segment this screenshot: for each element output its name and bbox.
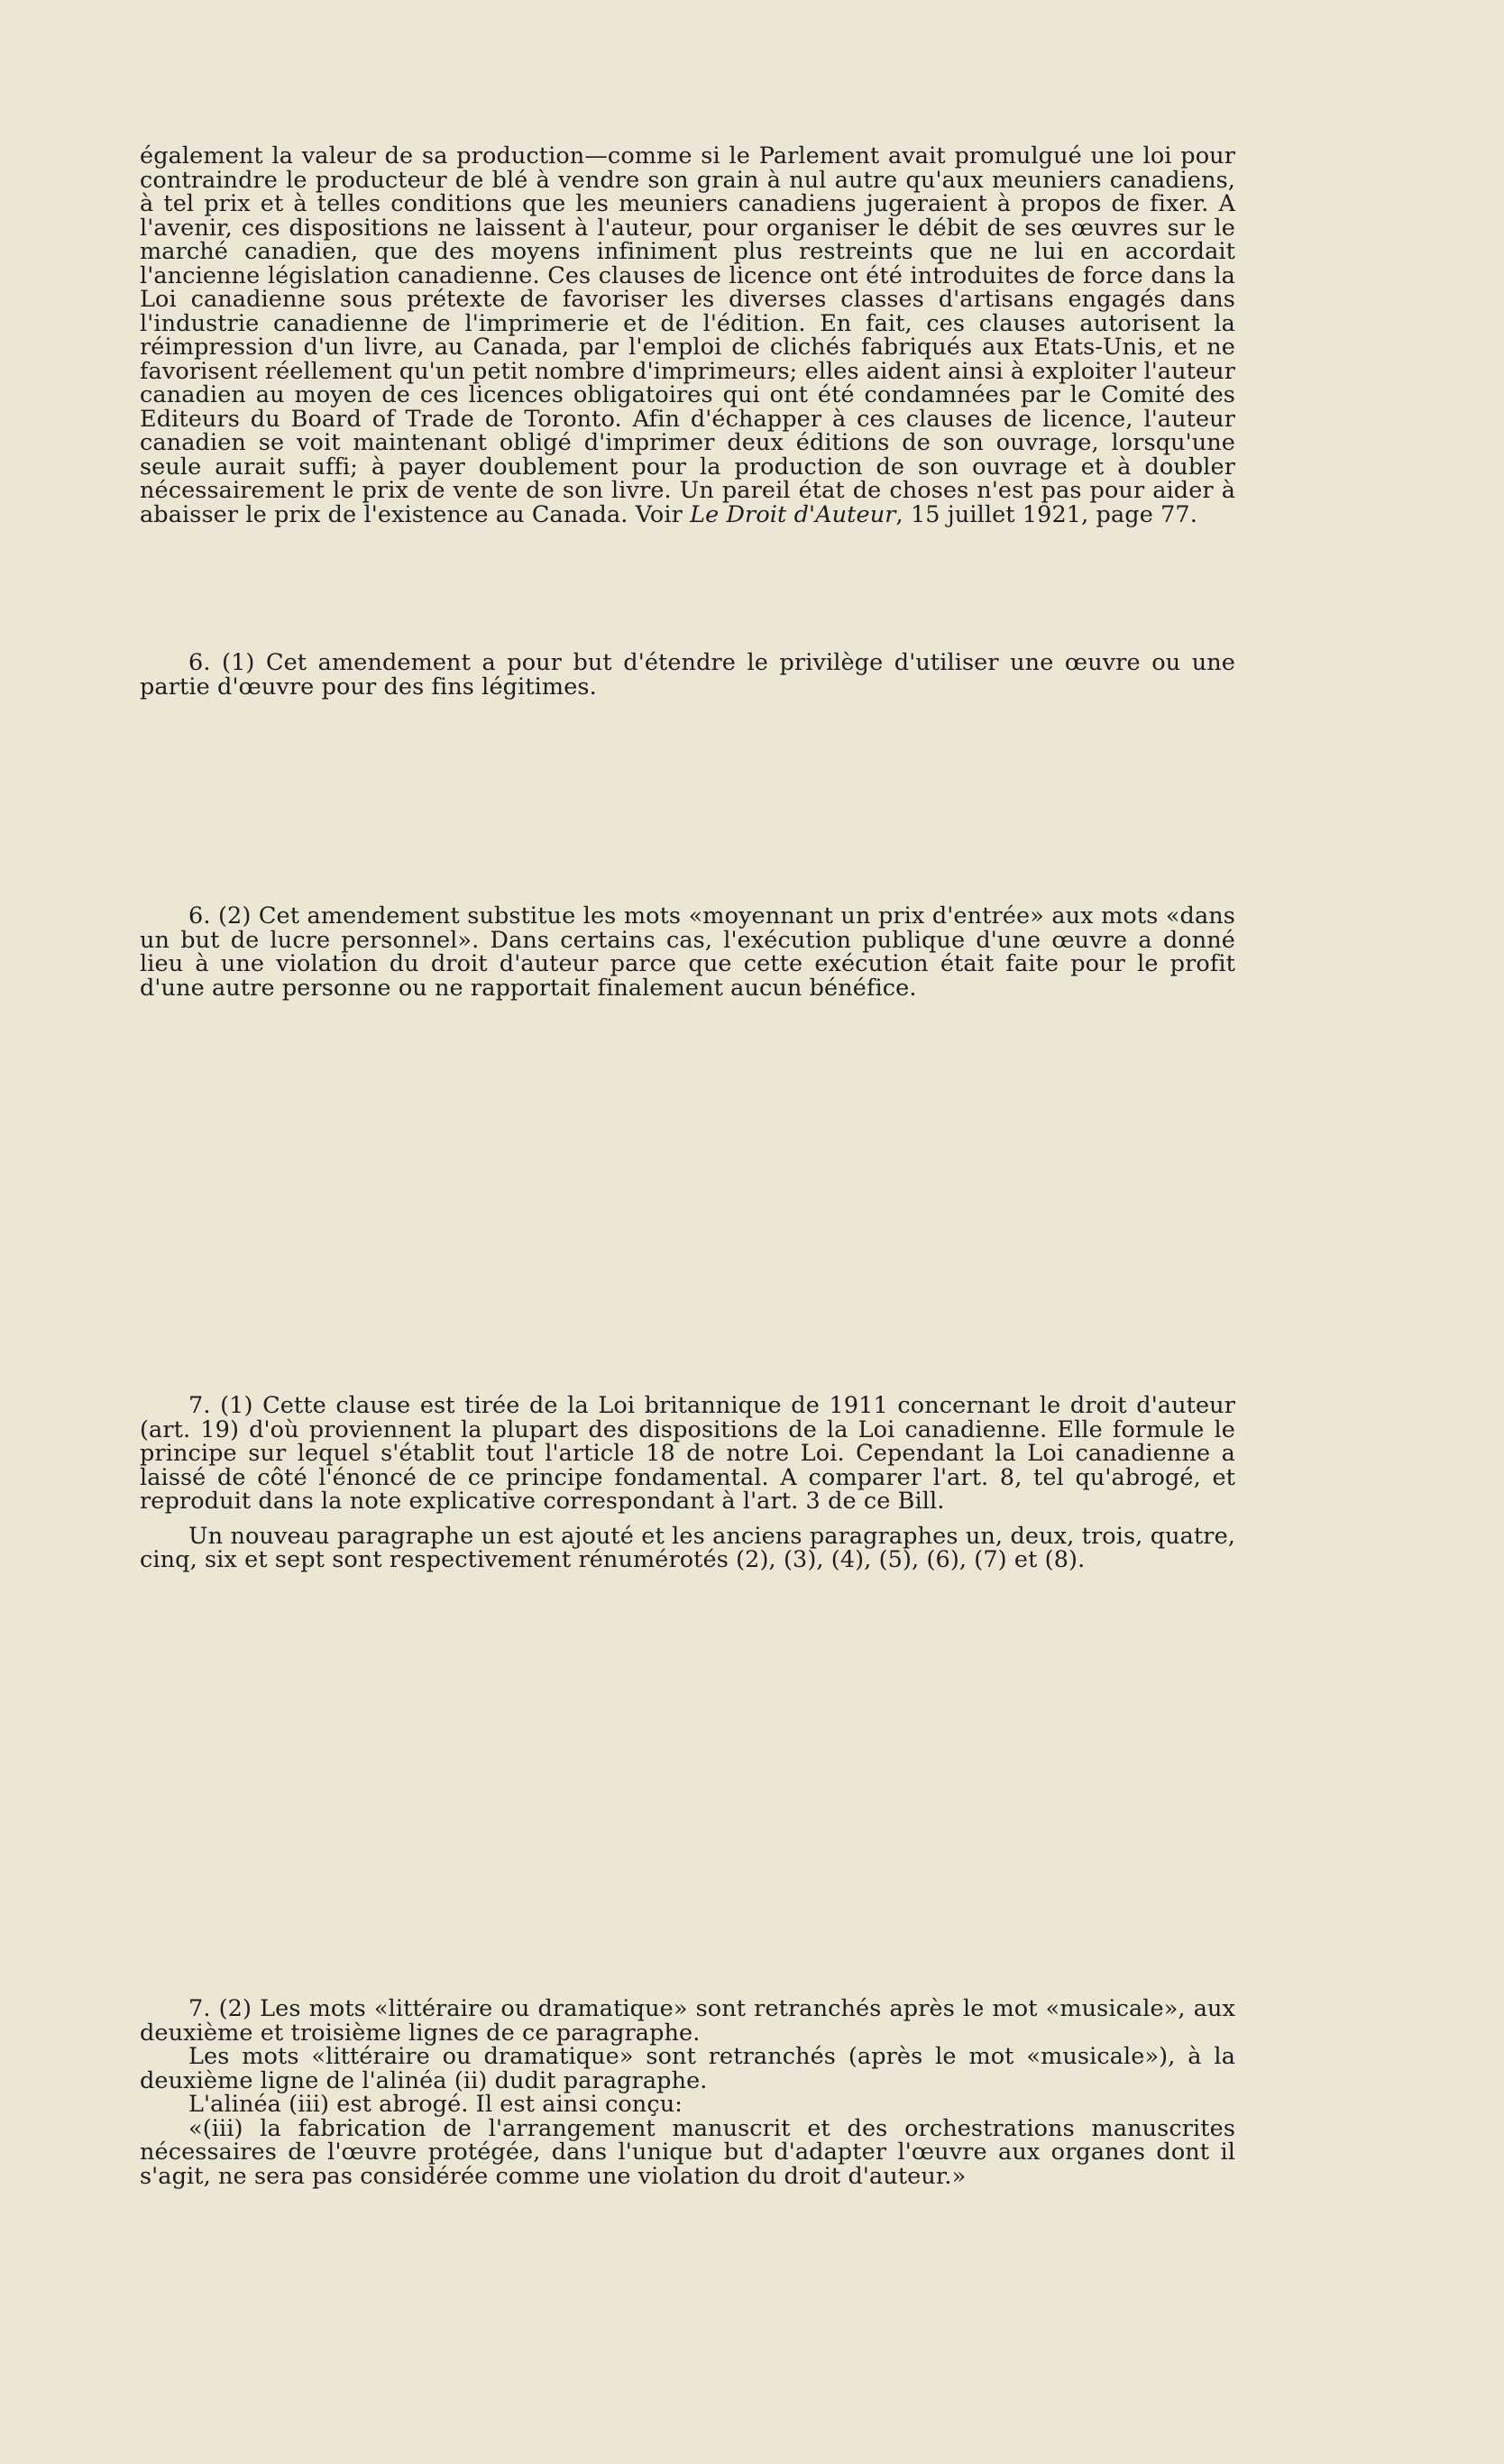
note-continuation	[140, 144, 1235, 527]
paragraph	[140, 144, 1235, 527]
paragraph: Les mots «littéraire ou dramatique» sont retranchés (après le mot «musicale»), à la deuxième ligne de l'alinéa (ii) dudit paragraphe.	[140, 2043, 1235, 2094]
citation-title: Le Droit d'Auteur	[690, 500, 896, 528]
citation-date: , 15 juillet 1921, page 77.	[895, 500, 1197, 528]
paragraph: 6. (1) Cet amendement a pour but d'étendre le privilège d'utiliser une œuvre ou une partie d'œuvre pour des fins légitimes.	[140, 649, 1235, 701]
paragraph: 7. (1) Cette clause est tirée de la Loi britannique de 1911 concernant le droit d'auteur (art. 19) d'où proviennent la plupart des dispositions de la Loi canadienne. Elle formule le principe sur lequel s'établit tout l'article 18 de notre Loi. Cependant la Loi canadienne a laissé de côté l'énoncé de ce principe fondamental. A comparer l'art. 8, tel qu'abrogé, et reproduit dans la note explicative correspondant à l'art. 3 de ce Bill.	[140, 1392, 1235, 1515]
paragraph: 7. (2) Les mots «littéraire ou dramatique» sont retranchés après le mot «musicale», aux deuxième et troisième lignes de ce paragraphe.	[140, 1995, 1235, 2047]
note-6-1	[140, 651, 1235, 699]
paragraph: Un nouveau paragraphe un est ajouté et les anciens paragraphes un, deux, trois, quatre, cinq, six et sept sont respectivement rénumérotés (2), (3), (4), (5), (6), (7) et (8).	[140, 1522, 1235, 1573]
paragraph-text: également la valeur de sa production—comme si le Parlement avait promulgué une loi pour contraindre le producteur de blé à vendre son grain à nul autre qu'aux meuniers canadiens, à tel prix et à telles conditions que les meuniers canadiens jugeraient à propos de fixer. A l'avenir, ces dispositions ne laissent à l'auteur, pour organiser le débit de ses œuvres sur le marché canadien, que des moyens infiniment plus restreints que ne lui en accordait l'ancienne législation canadienne. Ces clauses de licence ont été introduites de force dans la Loi canadienne sous prétexte de favoriser les diverses classes d'artisans engagés dans l'industrie canadienne de l'imprimerie et de l'édition. En fait, ces clauses autorisent la réimpression d'un livre, au Canada, par l'emploi de clichés fabriqués aux Etats-Unis, et ne favorisent réellement qu'un petit nombre d'imprimeurs; elles aident ainsi à exploiter l'auteur canadien au moyen de ces licences obligatoires qui ont été condamnées par le Comité des Editeurs du Board of Trade de Toronto. Afin d'échapper à ces clauses de licence, l'auteur canadien se voit maintenant obligé d'imprimer deux éditions de son ouvrage, lorsqu'une seule aurait suffi; à payer doublement pour la production de son ouvrage et à doubler nécessairement le prix de vente de son livre. Un pareil état de choses n'est pas pour aider à abaisser le prix de l'existence au Canada. Voir	[140, 142, 1235, 528]
paragraph: L'alinéa (iii) est abrogé. Il est ainsi conçu:	[188, 2091, 683, 2118]
note-7-1	[140, 1394, 1235, 1572]
quoted-paragraph: «(iii) la fabrication de l'arrangement manuscrit et des orchestrations manuscrites nécessaires de l'œuvre protégée, dans l'unique but d'adapter l'œuvre aux organes dont il s'agit, ne sera pas considérée comme une violation du droit d'auteur.»	[140, 2114, 1235, 2190]
note-7-2	[140, 1997, 1235, 2188]
note-6-2	[140, 904, 1235, 1000]
paragraph: 6. (2) Cet amendement substitue les mots «moyennant un prix d'entrée» aux mots «dans un but de lucre personnel». Dans certains cas, l'exécution publique d'une œuvre a donné lieu à une violation du droit d'auteur parce que cette exécution était faite pour le profit d'une autre personne ou ne rapportait finalement aucun bénéfice.	[140, 902, 1235, 1002]
